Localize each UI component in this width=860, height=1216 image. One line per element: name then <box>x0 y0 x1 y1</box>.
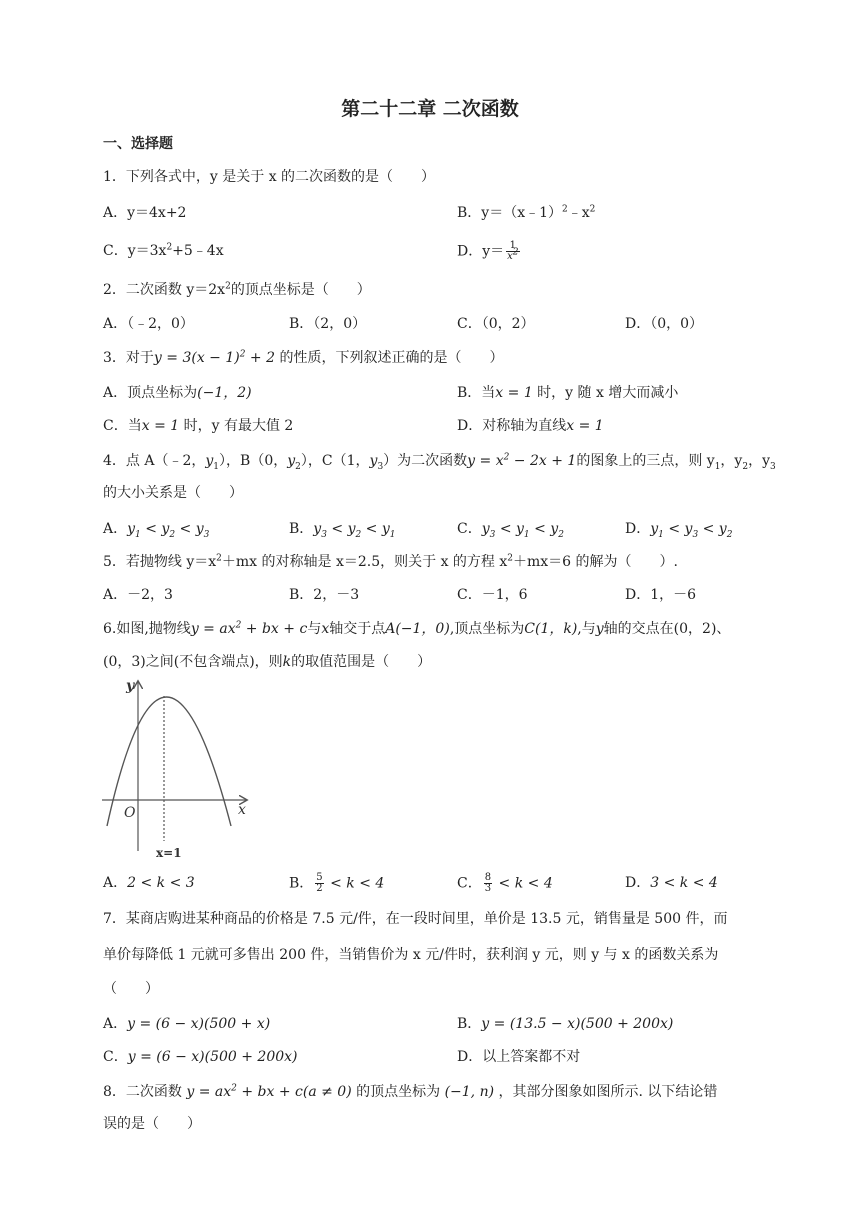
q7-option-d[interactable]: D．以上答案都不对 <box>457 1049 581 1065</box>
q5-option-c[interactable]: C．－1，6 <box>457 587 528 603</box>
q1-c-exp: 2 <box>166 242 173 253</box>
question-6-stem-line1: 6.如图,抛物线$y = ax^2$ + bx + c与x轴交于点A(−1，0),顶点坐标为C(1，k),与y轴的交点在(0，2)、 <box>103 620 731 637</box>
q1-option-a[interactable] <box>103 203 186 223</box>
parabola-figure <box>100 676 255 861</box>
graph-x-label: x <box>238 802 246 818</box>
q6-option-d[interactable]: D．3 < k < 4 <box>625 875 718 891</box>
q1-b-mid: ﹣x <box>567 205 590 221</box>
q6-option-a[interactable]: A．2 < k < 3 <box>103 875 195 891</box>
question-8-line2: 误的是（ ） <box>103 1116 201 1132</box>
q4-option-c[interactable]: C．$y_3 < y_1 < y_2$ <box>457 521 564 540</box>
q2-option-b[interactable]: B．（2，0） <box>289 316 367 332</box>
q1-b-exp: 2 <box>562 204 568 215</box>
q1-b-text: B．y＝（x﹣1） <box>457 205 562 221</box>
question-6-stem-line2: (0，3)之间(不包含端点)，则k的取值范围是（ ） <box>103 654 432 670</box>
q3-option-c[interactable]: C．当x = 1 时，y 有最大值 2 <box>103 418 294 434</box>
q1-option-d[interactable] <box>457 241 522 262</box>
q7-option-b[interactable]: B．y = (13.5 − x)(500 + 200x) <box>457 1016 674 1032</box>
q4-option-b[interactable]: B．$y_3 < y_2 < y_1$ <box>289 521 396 540</box>
question-4-stem-line1: 4．点 A（﹣2，$y_1$），B（0，$y_2$），C（1，$y_3$）为二次函数$y = x^2 - 2x + 1$的图象上的三点，则 $y_1$，$y_2$，$y_3$ <box>103 452 776 472</box>
q7-option-a[interactable]: A．y = (6 − x)(500 + x) <box>103 1016 271 1032</box>
q1-c-post: +5﹣4x <box>172 243 224 259</box>
q6-formula: $y = ax^2$ + bx + c <box>190 620 308 637</box>
q6-option-c[interactable]: C． $\frac{8}{3}$ < k < 4 <box>457 872 553 894</box>
graph-origin-label: O <box>124 805 136 821</box>
q4-formula: $y = x^2 - 2x + 1$ <box>467 452 577 469</box>
q1-d-den: $x^2$ <box>507 247 519 262</box>
question-5-stem: 5．若抛物线 $y=x^2+mx$ 的对称轴是 x＝2.5，则关于 x 的方程 $x^2+mx=6$ 的解为（ ）. <box>103 553 678 570</box>
q1-d-text: D．y＝ <box>457 243 505 260</box>
q1-b-exp2: 2 <box>589 204 596 215</box>
q2-option-a[interactable]: A．（﹣2，0） <box>103 316 194 332</box>
q1-a-text: A．y＝4x+2 <box>103 205 187 221</box>
q1-option-b[interactable] <box>457 203 595 223</box>
question-2-stem: 2．二次函数 $y=2x^2$的顶点坐标是（ ） <box>103 281 371 298</box>
q3-option-a[interactable]: A．顶点坐标为(−1，2) <box>103 385 252 401</box>
q4-option-d[interactable]: D．$y_1 < y_3 < y_2$ <box>625 521 733 540</box>
q1-option-c[interactable] <box>103 241 224 261</box>
q2-option-c[interactable]: C．（0，2） <box>457 316 535 332</box>
section-heading: 一、选择题 <box>103 136 173 152</box>
q5-option-b[interactable]: B．2，－3 <box>289 587 360 603</box>
q5-option-d[interactable]: D．1，－6 <box>625 587 697 603</box>
q5-option-a[interactable]: A．－2，3 <box>103 587 173 603</box>
q1-d-num: 1 <box>506 241 519 252</box>
q6-b-fraction: $\frac{5}{2}$ <box>316 872 323 894</box>
q1-c-text: C．y＝3x <box>103 243 167 259</box>
q6-c-fraction: $\frac{8}{3}$ <box>484 872 492 894</box>
question-1-stem: 1．下列各式中，y 是关于 x 的二次函数的是（ ） <box>103 169 436 185</box>
question-4-stem-line2: 的大小关系是（ ） <box>103 485 243 501</box>
q8-formula: $y = ax^2$ + bx + c(a ≠ 0) <box>186 1083 352 1100</box>
q2-option-d[interactable]: D．（0，0） <box>625 316 704 332</box>
question-8-line1: 8．二次函数 $y = ax^2$ + bx + c(a ≠ 0) 的顶点坐标为 (−1, n) ，其部分图象如图所示. 以下结论错 <box>103 1083 718 1100</box>
question-7-line1: 7．某商店购进某种商品的价格是 7.5 元/件，在一段时间里，单价是 13.5 元，销售量是 500 件，而 <box>103 911 728 927</box>
graph-y-label: y <box>126 678 135 694</box>
q3-option-d[interactable]: D．对称轴为直线x = 1 <box>457 418 604 434</box>
question-7-line3: （ ） <box>103 981 159 997</box>
q7-option-c[interactable]: C．y = (6 − x)(500 + 200x) <box>103 1049 298 1065</box>
q1-d-fraction <box>506 241 519 262</box>
q6-option-b[interactable]: B． $\frac{5}{2}$ < k < 4 <box>289 872 385 894</box>
question-3-stem: 3．对于$y = 3(x - 1)^2 + 2$ 的性质，下列叙述正确的是（ ） <box>103 349 504 366</box>
graph-axis-label: x=1 <box>156 846 182 860</box>
q4-option-a[interactable]: A．$y_1 < y_2 < y_3$ <box>103 521 210 540</box>
q3-formula: $y = 3(x - 1)^2 + 2$ <box>153 349 276 366</box>
q3-option-b[interactable]: B．当x = 1 时，y 随 x 增大而减小 <box>457 385 679 401</box>
page-title: 第二十二章 二次函数 <box>341 98 519 120</box>
question-7-line2: 单价每降低 1 元就可多售出 200 件，当销售价为 x 元/件时，获利润 y 元，则 y 与 x 的函数关系为 <box>103 947 719 963</box>
